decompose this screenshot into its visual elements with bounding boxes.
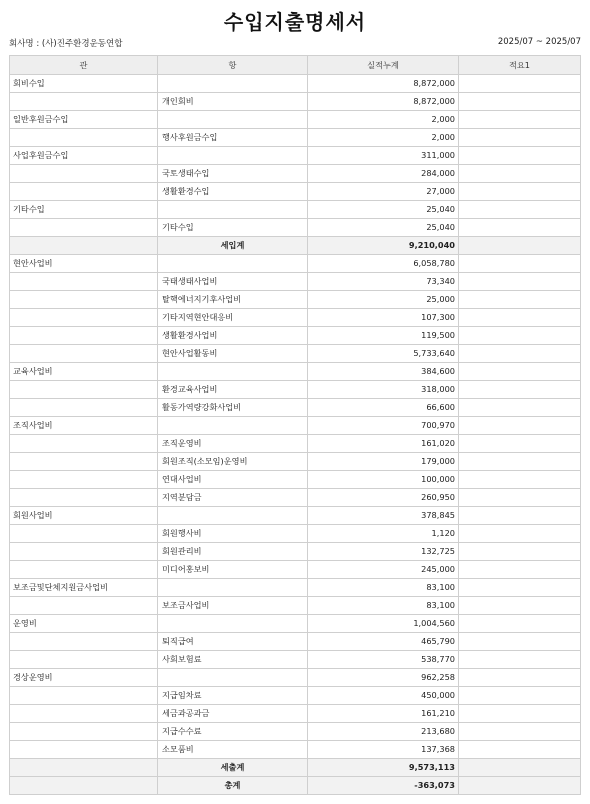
hang-cell: 국태생태사업비 [158, 273, 308, 291]
amount-cell: 450,000 [308, 687, 459, 705]
note-cell [459, 507, 581, 525]
category-row [10, 363, 581, 381]
report-period: 2025/07 ~ 2025/07 [497, 37, 581, 47]
item-row [10, 741, 581, 759]
hang-cell [158, 579, 308, 597]
amount-cell: 1,004,560 [308, 615, 459, 633]
note-cell [459, 363, 581, 381]
note-cell [459, 399, 581, 417]
gwan-cell [10, 561, 158, 579]
note-cell [459, 273, 581, 291]
note-cell [459, 543, 581, 561]
note-cell [459, 561, 581, 579]
header-note: 적요1 [459, 56, 581, 75]
amount-cell: 311,000 [308, 147, 459, 165]
note-cell [459, 93, 581, 111]
hang-cell: 총계 [158, 777, 308, 795]
hang-cell: 퇴직급여 [158, 633, 308, 651]
note-cell [459, 255, 581, 273]
note-cell [459, 75, 581, 93]
hang-cell [158, 615, 308, 633]
item-row [10, 471, 581, 489]
note-cell [459, 489, 581, 507]
amount-cell: 318,000 [308, 381, 459, 399]
amount-cell: 6,058,780 [308, 255, 459, 273]
item-row [10, 651, 581, 669]
item-row [10, 291, 581, 309]
note-cell [459, 309, 581, 327]
gwan-cell [10, 633, 158, 651]
gwan-cell: 회원사업비 [10, 507, 158, 525]
gwan-cell [10, 345, 158, 363]
gwan-cell [10, 435, 158, 453]
gwan-cell: 조직사업비 [10, 417, 158, 435]
note-cell [459, 327, 581, 345]
item-row [10, 381, 581, 399]
hang-cell: 회원행사비 [158, 525, 308, 543]
gwan-cell [10, 687, 158, 705]
amount-cell: 137,368 [308, 741, 459, 759]
amount-cell: 700,970 [308, 417, 459, 435]
hang-cell [158, 201, 308, 219]
amount-cell: 245,000 [308, 561, 459, 579]
amount-cell: 5,733,640 [308, 345, 459, 363]
total-row [10, 777, 581, 795]
item-row [10, 561, 581, 579]
total-row [10, 759, 581, 777]
gwan-cell: 사업후원금수입 [10, 147, 158, 165]
note-cell [459, 723, 581, 741]
gwan-cell [10, 777, 158, 795]
amount-cell: 119,500 [308, 327, 459, 345]
hang-cell: 회원관리비 [158, 543, 308, 561]
gwan-cell [10, 705, 158, 723]
note-cell [459, 777, 581, 795]
gwan-cell: 경상운영비 [10, 669, 158, 687]
gwan-cell [10, 741, 158, 759]
hang-cell [158, 75, 308, 93]
total-row [10, 237, 581, 255]
gwan-cell [10, 489, 158, 507]
note-cell [459, 705, 581, 723]
hang-cell: 세출계 [158, 759, 308, 777]
item-row [10, 273, 581, 291]
category-row [10, 75, 581, 93]
amount-cell: 962,258 [308, 669, 459, 687]
item-row [10, 687, 581, 705]
amount-cell: 8,872,000 [308, 93, 459, 111]
amount-cell: 538,770 [308, 651, 459, 669]
category-row [10, 147, 581, 165]
hang-cell [158, 507, 308, 525]
gwan-cell [10, 597, 158, 615]
hang-cell: 조직운영비 [158, 435, 308, 453]
table-header-row [10, 56, 581, 75]
note-cell [459, 669, 581, 687]
amount-cell: 384,600 [308, 363, 459, 381]
hang-cell: 국토생태수입 [158, 165, 308, 183]
item-row [10, 543, 581, 561]
note-cell [459, 597, 581, 615]
hang-cell: 지급수수료 [158, 723, 308, 741]
company-name: 회사명 : (사)진주환경운동연합 [9, 39, 123, 49]
hang-cell [158, 147, 308, 165]
item-row [10, 597, 581, 615]
header-gwan: 관 [10, 56, 158, 75]
note-cell [459, 453, 581, 471]
gwan-cell [10, 759, 158, 777]
amount-cell: 284,000 [308, 165, 459, 183]
hang-cell: 미디어홍보비 [158, 561, 308, 579]
report-title: 수입지출명세서 [223, 10, 367, 34]
item-row [10, 129, 581, 147]
item-row [10, 327, 581, 345]
amount-cell: 161,020 [308, 435, 459, 453]
amount-cell: 83,100 [308, 579, 459, 597]
note-cell [459, 471, 581, 489]
gwan-cell [10, 327, 158, 345]
note-cell [459, 633, 581, 651]
amount-cell: 25,040 [308, 201, 459, 219]
hang-cell [158, 417, 308, 435]
hang-cell: 보조금사업비 [158, 597, 308, 615]
note-cell [459, 201, 581, 219]
gwan-cell [10, 651, 158, 669]
hang-cell: 기타지역현안대응비 [158, 309, 308, 327]
gwan-cell [10, 93, 158, 111]
note-cell [459, 237, 581, 255]
category-row [10, 579, 581, 597]
gwan-cell [10, 525, 158, 543]
hang-cell: 행사후원금수입 [158, 129, 308, 147]
hang-cell: 소모품비 [158, 741, 308, 759]
gwan-cell [10, 453, 158, 471]
gwan-cell [10, 237, 158, 255]
amount-cell: 9,573,113 [308, 759, 459, 777]
hang-cell: 연대사업비 [158, 471, 308, 489]
gwan-cell [10, 219, 158, 237]
amount-cell: -363,073 [308, 777, 459, 795]
item-row [10, 183, 581, 201]
amount-cell: 260,950 [308, 489, 459, 507]
category-row [10, 417, 581, 435]
amount-cell: 9,210,040 [308, 237, 459, 255]
note-cell [459, 579, 581, 597]
category-row [10, 111, 581, 129]
gwan-cell: 일반후원금수입 [10, 111, 158, 129]
hang-cell [158, 111, 308, 129]
hang-cell: 생활환경사업비 [158, 327, 308, 345]
item-row [10, 525, 581, 543]
gwan-cell [10, 309, 158, 327]
category-row [10, 201, 581, 219]
income-expense-table [9, 55, 581, 795]
gwan-cell [10, 165, 158, 183]
amount-cell: 66,600 [308, 399, 459, 417]
note-cell [459, 651, 581, 669]
amount-cell: 107,300 [308, 309, 459, 327]
hang-cell: 사회보험료 [158, 651, 308, 669]
category-row [10, 669, 581, 687]
amount-cell: 179,000 [308, 453, 459, 471]
amount-cell: 73,340 [308, 273, 459, 291]
hang-cell [158, 669, 308, 687]
amount-cell: 27,000 [308, 183, 459, 201]
item-row [10, 723, 581, 741]
note-cell [459, 417, 581, 435]
hang-cell: 현안사업활동비 [158, 345, 308, 363]
hang-cell [158, 363, 308, 381]
note-cell [459, 687, 581, 705]
hang-cell: 세금과공과금 [158, 705, 308, 723]
gwan-cell: 보조금및단체지원금사업비 [10, 579, 158, 597]
amount-cell: 161,210 [308, 705, 459, 723]
gwan-cell: 운영비 [10, 615, 158, 633]
note-cell [459, 291, 581, 309]
category-row [10, 507, 581, 525]
item-row [10, 219, 581, 237]
amount-cell: 100,000 [308, 471, 459, 489]
gwan-cell: 현안사업비 [10, 255, 158, 273]
gwan-cell [10, 129, 158, 147]
hang-cell [158, 255, 308, 273]
gwan-cell [10, 723, 158, 741]
note-cell [459, 147, 581, 165]
item-row [10, 453, 581, 471]
item-row [10, 705, 581, 723]
item-row [10, 489, 581, 507]
header-cumulative: 실적누계 [308, 56, 459, 75]
hang-cell: 지급임차료 [158, 687, 308, 705]
amount-cell: 8,872,000 [308, 75, 459, 93]
report-meta [9, 37, 581, 51]
amount-cell: 132,725 [308, 543, 459, 561]
hang-cell: 생활환경수입 [158, 183, 308, 201]
item-row [10, 165, 581, 183]
note-cell [459, 525, 581, 543]
note-cell [459, 759, 581, 777]
hang-cell: 지역분담금 [158, 489, 308, 507]
note-cell [459, 129, 581, 147]
note-cell [459, 615, 581, 633]
note-cell [459, 435, 581, 453]
gwan-cell: 교육사업비 [10, 363, 158, 381]
item-row [10, 399, 581, 417]
gwan-cell [10, 381, 158, 399]
amount-cell: 1,120 [308, 525, 459, 543]
gwan-cell [10, 183, 158, 201]
gwan-cell [10, 273, 158, 291]
item-row [10, 309, 581, 327]
amount-cell: 465,790 [308, 633, 459, 651]
gwan-cell [10, 543, 158, 561]
hang-cell: 탈핵에너지기후사업비 [158, 291, 308, 309]
item-row [10, 345, 581, 363]
amount-cell: 378,845 [308, 507, 459, 525]
amount-cell: 2,000 [308, 129, 459, 147]
amount-cell: 25,000 [308, 291, 459, 309]
hang-cell: 개인회비 [158, 93, 308, 111]
hang-cell: 환경교육사업비 [158, 381, 308, 399]
hang-cell: 기타수입 [158, 219, 308, 237]
note-cell [459, 165, 581, 183]
note-cell [459, 111, 581, 129]
amount-cell: 2,000 [308, 111, 459, 129]
hang-cell: 세입계 [158, 237, 308, 255]
note-cell [459, 381, 581, 399]
category-row [10, 615, 581, 633]
gwan-cell [10, 471, 158, 489]
note-cell [459, 219, 581, 237]
amount-cell: 25,040 [308, 219, 459, 237]
header-hang: 항 [158, 56, 308, 75]
hang-cell: 회원조직(소모임)운영비 [158, 453, 308, 471]
item-row [10, 633, 581, 651]
item-row [10, 435, 581, 453]
amount-cell: 213,680 [308, 723, 459, 741]
gwan-cell [10, 399, 158, 417]
amount-cell: 83,100 [308, 597, 459, 615]
gwan-cell: 기타수입 [10, 201, 158, 219]
hang-cell: 활동가역량강화사업비 [158, 399, 308, 417]
category-row [10, 255, 581, 273]
gwan-cell [10, 291, 158, 309]
note-cell [459, 741, 581, 759]
gwan-cell: 회비수입 [10, 75, 158, 93]
table-body [10, 75, 581, 795]
note-cell [459, 345, 581, 363]
note-cell [459, 183, 581, 201]
item-row [10, 93, 581, 111]
